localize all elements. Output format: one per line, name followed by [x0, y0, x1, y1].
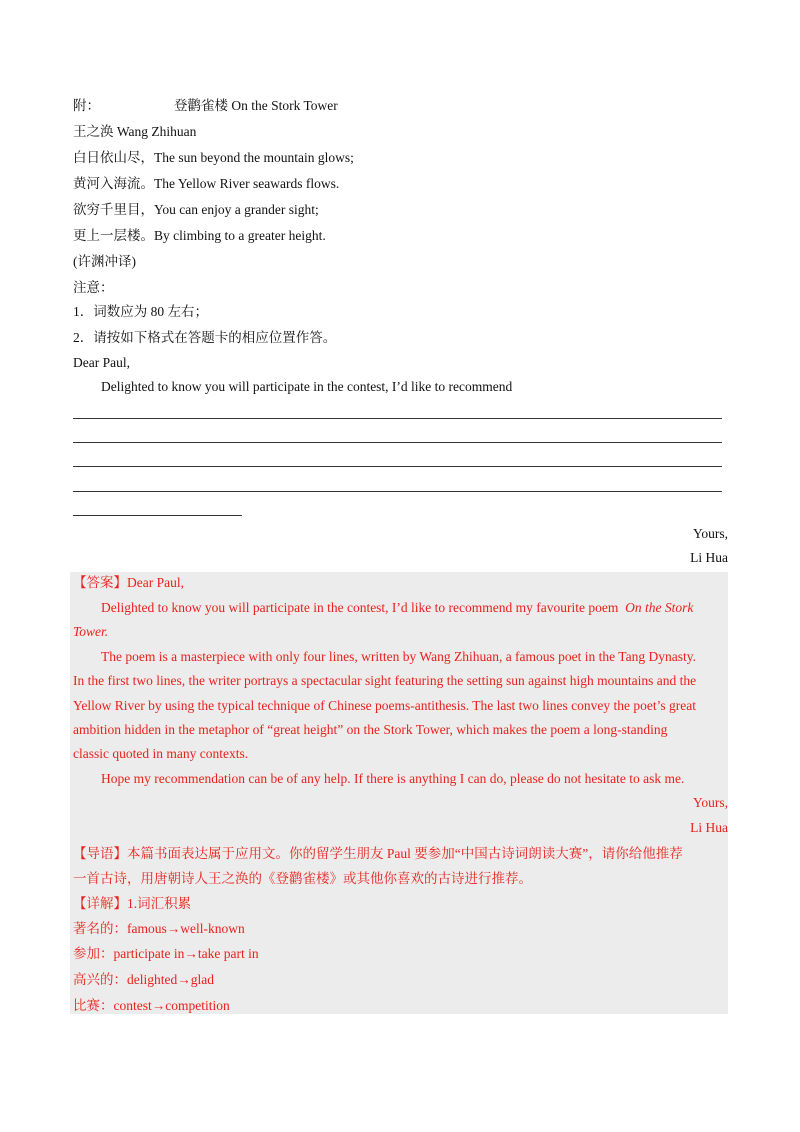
appendix-heading [73, 96, 338, 116]
answer-para2-line: The poem is a masterpiece with only four lines, written by Wang Zhihuan, a famous poet in the Tang Dynasty. [101, 649, 696, 664]
guide-line [73, 844, 683, 864]
answer-para2-line: classic quoted in many contexts. [73, 746, 249, 761]
answer-para2-line: In the first two lines, the writer portrays a spectacular sight featuring the setting sun against high mountains and the [73, 673, 697, 688]
answer-para3: Hope my recommendation can be of any help. If there is anything I can do, please do not hesitate to ask me. [101, 771, 685, 786]
detail-heading-line [73, 894, 191, 914]
answer-closing: Yours, [692, 795, 728, 810]
answer-para1 [101, 598, 693, 618]
answer-line [73, 418, 722, 419]
poem-line: 黄河入海流。The Yellow River seawards flows. [73, 176, 340, 191]
poem-translator: (许渊冲译) [73, 254, 136, 269]
detail-tag: 【详解】 [73, 896, 127, 911]
answer-line [73, 515, 242, 516]
answer-greeting: Dear Paul, [127, 575, 184, 590]
detail-heading: 1.词汇积累 [127, 896, 192, 911]
letter-closing: Yours, [692, 526, 728, 541]
answer-signature: Li Hua [690, 820, 728, 835]
answer-line [73, 466, 722, 467]
poem-line: 更上一层楼。By climbing to a greater height. [73, 228, 326, 243]
guide-line: 一首古诗，用唐朝诗人王之涣的《登鹳雀楼》或其他你喜欢的古诗进行推荐。 [73, 871, 532, 886]
vocab-item: 著名的：famous→well-known [73, 921, 245, 936]
answer-line [73, 491, 722, 492]
answer-para1-text: Delighted to know you will participate in the contest, I’d like to recommend my favourite poem [101, 600, 619, 615]
answer-tag: 【答案】 [73, 575, 127, 590]
answer-para2-line: Yellow River by using the typical technique of Chinese poems-antithesis. The last two lines convey the poet’s great [73, 698, 697, 713]
answer-poem-title: On the Stork [625, 600, 694, 615]
answer-line [73, 442, 722, 443]
poem-line: 欲穷千里目，You can enjoy a grander sight; [73, 202, 319, 217]
answer-para2-line: ambition hidden in the metaphor of “great height” on the Stork Tower, which makes the poem a long-standing [73, 722, 668, 737]
poem-author: 王之涣 Wang Zhihuan [73, 124, 197, 139]
notes-heading: 注意： [73, 280, 114, 295]
vocab-item: 高兴的：delighted→glad [73, 972, 214, 987]
poem-title: 登鹳雀楼 On the Stork Tower [174, 98, 338, 113]
answer-poem-title-cont: Tower. [73, 624, 109, 639]
vocab-item: 比赛：contest→competition [73, 998, 230, 1013]
answer-first-line [73, 573, 184, 593]
letter-signature: Li Hua [690, 550, 728, 565]
letter-greeting: Dear Paul, [73, 355, 130, 370]
guide-text: 本篇书面表达属于应用文。你的留学生朋友 Paul 要参加“中国古诗词朗读大赛”，请你给他推荐 [127, 846, 683, 861]
guide-tag: 【导语】 [73, 846, 127, 861]
appendix-label: 附： [73, 98, 100, 113]
poem-line: 白日依山尽，The sun beyond the mountain glows; [73, 150, 354, 165]
notes-item: 1．词数应为 80 左右； [73, 304, 208, 319]
vocab-item: 参加：participate in→take part in [73, 946, 259, 961]
letter-opening: Delighted to know you will participate in the contest, I’d like to recommend [101, 379, 513, 394]
notes-item: 2．请按如下格式在答题卡的相应位置作答。 [73, 330, 337, 345]
